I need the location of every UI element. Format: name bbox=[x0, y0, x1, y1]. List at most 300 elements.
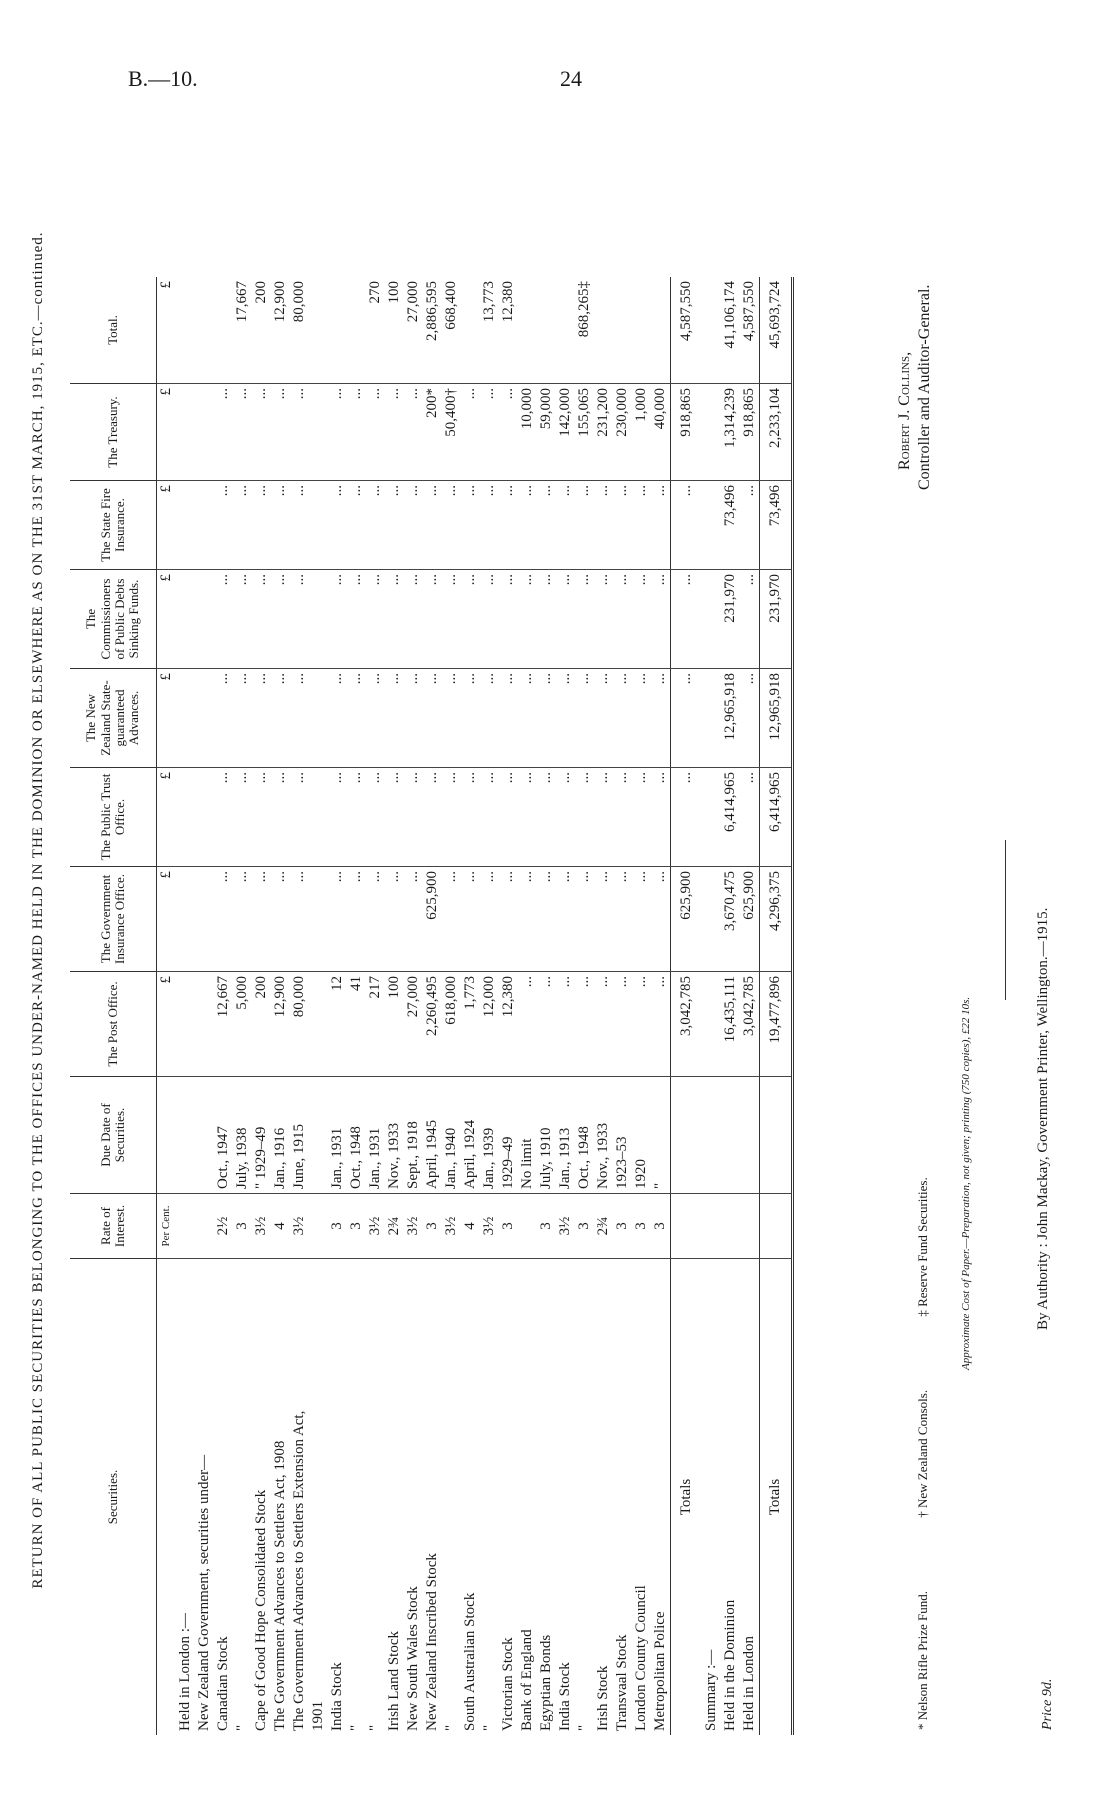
cell-post: 2,260,495 bbox=[423, 972, 442, 1077]
cell-total: 4,587,550 bbox=[741, 281, 757, 341]
table-row bbox=[347, 277, 366, 1735]
cell-post: 12 bbox=[328, 972, 347, 1077]
table-row bbox=[404, 277, 423, 1735]
cell-fire: ... bbox=[366, 481, 385, 570]
cell-treasury bbox=[309, 384, 328, 481]
cell-rate bbox=[702, 1194, 721, 1259]
cell-treasury: ... bbox=[290, 384, 309, 481]
cell-gio bbox=[309, 867, 328, 972]
cell-nz: ... bbox=[499, 669, 518, 768]
cell-post: ... bbox=[651, 972, 671, 1077]
summary-row bbox=[740, 277, 760, 1735]
cell-gio: ... bbox=[461, 867, 480, 972]
cell-due: Jan., 1931 bbox=[328, 1077, 347, 1194]
cell-fire: ... bbox=[480, 481, 499, 570]
col-securities: Securities. bbox=[70, 1259, 157, 1736]
cell-trust: ... bbox=[499, 768, 518, 867]
cell-post: ... bbox=[613, 972, 632, 1077]
cell-trust bbox=[702, 768, 721, 867]
cell-total: 80,000 bbox=[291, 281, 307, 323]
cell-total bbox=[556, 277, 575, 384]
table-row bbox=[575, 277, 594, 1735]
cell-gio: 4,296,375 bbox=[760, 867, 793, 972]
cell-sec: South Australian Stock bbox=[461, 1259, 480, 1736]
cell-fire: ... bbox=[556, 481, 575, 570]
cell-fire bbox=[176, 481, 195, 570]
cell-trust: ... bbox=[214, 768, 233, 867]
cell-nz bbox=[309, 669, 328, 768]
cell-post: ... bbox=[518, 972, 537, 1077]
cell-nz: ... bbox=[594, 669, 613, 768]
table-row bbox=[594, 277, 613, 1735]
cell-total bbox=[651, 277, 671, 384]
cell-nz: ... bbox=[214, 669, 233, 768]
cell-treasury: 1,000 bbox=[632, 384, 651, 481]
cell-treasury bbox=[176, 384, 195, 481]
cell-nz bbox=[176, 669, 195, 768]
cell-gio: 3,670,475 bbox=[721, 867, 740, 972]
cell-nz: ... bbox=[575, 669, 594, 768]
cell-comm bbox=[176, 570, 195, 669]
cell-sec: Bank of England bbox=[518, 1259, 537, 1736]
cell-fire: ... bbox=[499, 481, 518, 570]
cell-fire: ... bbox=[328, 481, 347, 570]
cell-sec: Cape of Good Hope Consolidated Stock bbox=[252, 1259, 271, 1736]
cell-total bbox=[702, 277, 721, 384]
cell-comm: ... bbox=[594, 570, 613, 669]
cell-gio: ... bbox=[594, 867, 613, 972]
cell-rate bbox=[518, 1194, 537, 1259]
cell-post: ... bbox=[537, 972, 556, 1077]
cell-nz: ... bbox=[233, 669, 252, 768]
cell-post: 100 bbox=[385, 972, 404, 1077]
cell-sec: Transvaal Stock bbox=[613, 1259, 632, 1736]
cell-trust bbox=[309, 768, 328, 867]
cell-trust: ... bbox=[740, 768, 760, 867]
cell-treasury: ... bbox=[328, 384, 347, 481]
cell-sec: Totals bbox=[760, 1259, 793, 1736]
table-row bbox=[556, 277, 575, 1735]
cell-due bbox=[760, 1077, 793, 1194]
authority-line: By Authority : John Mackay, Government Printer, Wellington.—1915. bbox=[1035, 907, 1051, 1330]
summary-row bbox=[721, 277, 740, 1735]
cell-comm: ... bbox=[271, 570, 290, 669]
cell-comm: ... bbox=[632, 570, 651, 669]
cell-post bbox=[195, 972, 214, 1077]
cell-post bbox=[702, 972, 721, 1077]
cell-fire: ... bbox=[233, 481, 252, 570]
cell-sec: " bbox=[480, 1259, 499, 1736]
cell-post: 27,000 bbox=[404, 972, 423, 1077]
cell-rate: 2½ bbox=[214, 1194, 233, 1259]
cell-fire: ... bbox=[252, 481, 271, 570]
cell-post: ... bbox=[575, 972, 594, 1077]
cell-treasury: 59,000 bbox=[537, 384, 556, 481]
cell-nz: ... bbox=[423, 669, 442, 768]
price: Price 9d. bbox=[1040, 1678, 1055, 1730]
cell-nz: ... bbox=[537, 669, 556, 768]
cell-sec: Totals bbox=[671, 1259, 703, 1736]
cell-trust: ... bbox=[290, 768, 309, 867]
cell-due bbox=[176, 1077, 195, 1194]
cell-rate: 3½ bbox=[290, 1194, 309, 1259]
cell-trust: ... bbox=[594, 768, 613, 867]
cell-treasury: ... bbox=[366, 384, 385, 481]
signature-title: Controller and Auditor-General. bbox=[916, 284, 933, 490]
page-title: RETURN OF ALL PUBLIC SECURITIES BELONGING TO THE OFFICES UNDER-NAMED HELD IN THE DOMINION OR ELSEWHERE AS ON THE 31ST MARCH, 1915, ETC.—continued. bbox=[30, 231, 46, 1589]
table-row bbox=[632, 277, 651, 1735]
cell-rate: 2¾ bbox=[594, 1194, 613, 1259]
cell-due bbox=[309, 1077, 328, 1194]
cell-rate: 3 bbox=[328, 1194, 347, 1259]
cell-total bbox=[176, 277, 195, 384]
cell-trust: 6,414,965 bbox=[760, 768, 793, 867]
table-row bbox=[271, 277, 290, 1735]
cell-sec: The Government Advances to Settlers Extension Act, bbox=[290, 1259, 309, 1736]
table-row bbox=[195, 277, 214, 1735]
table-header-row bbox=[70, 277, 157, 1735]
cell-due: Nov., 1933 bbox=[594, 1077, 613, 1194]
cell-total bbox=[537, 277, 556, 384]
cell-rate: 4 bbox=[461, 1194, 480, 1259]
cell-trust: ... bbox=[575, 768, 594, 867]
cell-total bbox=[594, 277, 613, 384]
cell-total bbox=[632, 277, 651, 384]
cell-due: " bbox=[651, 1077, 671, 1194]
cell-sec: " bbox=[233, 1259, 252, 1736]
cell-comm: ... bbox=[328, 570, 347, 669]
cell-total: 17,667 bbox=[234, 281, 250, 323]
cell-due: No limit bbox=[518, 1077, 537, 1194]
cell-rate bbox=[721, 1194, 740, 1259]
cell-comm: ... bbox=[442, 570, 461, 669]
cell-treasury: ... bbox=[404, 384, 423, 481]
cell-total: 2,886,595 bbox=[424, 281, 440, 341]
cell-comm: ... bbox=[499, 570, 518, 669]
cell-due: Jan., 1940 bbox=[442, 1077, 461, 1194]
cell-treasury: 231,200 bbox=[594, 384, 613, 481]
cell-due: Jan., 1916 bbox=[271, 1077, 290, 1194]
cell-total: 27,000 bbox=[405, 281, 421, 323]
cell-fire bbox=[702, 481, 721, 570]
cell-trust bbox=[176, 768, 195, 867]
cell-treasury bbox=[195, 384, 214, 481]
cell-comm: ... bbox=[290, 570, 309, 669]
cell-nz: ... bbox=[347, 669, 366, 768]
cell-sec: " bbox=[442, 1259, 461, 1736]
cell-treasury: 230,000 bbox=[613, 384, 632, 481]
cell-total: 45,693,724 bbox=[760, 277, 793, 384]
cell-sec: India Stock bbox=[328, 1259, 347, 1736]
currency-row: Per Cent. £ £ £ £ £ £ £ £ bbox=[157, 277, 177, 1735]
cell-comm: ... bbox=[613, 570, 632, 669]
cell-post: 5,000 bbox=[233, 972, 252, 1077]
cell-nz: ... bbox=[480, 669, 499, 768]
cell-total bbox=[328, 277, 347, 384]
table-row bbox=[442, 277, 461, 1735]
cell-comm: 231,970 bbox=[721, 570, 740, 669]
cell-nz: ... bbox=[385, 669, 404, 768]
cell-nz: 12,965,918 bbox=[721, 669, 740, 768]
cell-rate: 3 bbox=[423, 1194, 442, 1259]
cell-sec: Victorian Stock bbox=[499, 1259, 518, 1736]
table-row bbox=[233, 277, 252, 1735]
cell-total: 200 bbox=[253, 281, 269, 304]
cell-due: 1923–53 bbox=[613, 1077, 632, 1194]
cell-gio: 625,900 bbox=[671, 867, 703, 972]
cell-treasury: 918,865 bbox=[671, 384, 703, 481]
col-total: Total. bbox=[70, 277, 157, 384]
cell-total bbox=[347, 277, 366, 384]
cell-fire: ... bbox=[518, 481, 537, 570]
summary-row bbox=[702, 277, 721, 1735]
cell-treasury: 142,000 bbox=[556, 384, 575, 481]
cell-gio: ... bbox=[290, 867, 309, 972]
cell-fire: 73,496 bbox=[760, 481, 793, 570]
cell-treasury: 40,000 bbox=[651, 384, 671, 481]
cell-gio bbox=[176, 867, 195, 972]
cell-gio bbox=[195, 867, 214, 972]
cell-treasury: 918,865 bbox=[740, 384, 760, 481]
cell-comm: ... bbox=[366, 570, 385, 669]
cell-nz: ... bbox=[518, 669, 537, 768]
cell-gio: ... bbox=[366, 867, 385, 972]
cell-gio: ... bbox=[385, 867, 404, 972]
cell-nz: ... bbox=[740, 669, 760, 768]
cell-treasury: 10,000 bbox=[518, 384, 537, 481]
cell-total bbox=[518, 277, 537, 384]
cell-post bbox=[309, 972, 328, 1077]
cell-sec: 1901 bbox=[309, 1259, 328, 1736]
cell-due bbox=[195, 1077, 214, 1194]
cell-gio: ... bbox=[404, 867, 423, 972]
cell-nz: ... bbox=[651, 669, 671, 768]
cell-sec: The Government Advances to Settlers Act, 1908 bbox=[271, 1259, 290, 1736]
cell-post: 12,900 bbox=[271, 972, 290, 1077]
cell-trust: ... bbox=[347, 768, 366, 867]
cell-treasury: 2,233,104 bbox=[760, 384, 793, 481]
cell-sec: " bbox=[575, 1259, 594, 1736]
cell-nz: ... bbox=[613, 669, 632, 768]
cell-total bbox=[613, 277, 632, 384]
cell-fire: ... bbox=[594, 481, 613, 570]
cell-fire: ... bbox=[271, 481, 290, 570]
cell-nz: ... bbox=[290, 669, 309, 768]
footnote-nelson: * Nelson Rifle Prize Fund. bbox=[915, 1590, 930, 1730]
cell-rate: 3 bbox=[613, 1194, 632, 1259]
cell-rate: 3 bbox=[347, 1194, 366, 1259]
cell-nz: ... bbox=[442, 669, 461, 768]
cell-comm: ... bbox=[518, 570, 537, 669]
cell-rate bbox=[309, 1194, 328, 1259]
cell-due: Jan., 1913 bbox=[556, 1077, 575, 1194]
footnotes bbox=[915, 1107, 931, 1730]
cell-comm: ... bbox=[214, 570, 233, 669]
cell-comm: 231,970 bbox=[760, 570, 793, 669]
cell-trust: ... bbox=[423, 768, 442, 867]
totals-row bbox=[671, 277, 703, 1735]
cell-comm bbox=[195, 570, 214, 669]
cell-nz: ... bbox=[252, 669, 271, 768]
cell-nz: ... bbox=[404, 669, 423, 768]
table-row bbox=[214, 277, 233, 1735]
cell-due: 1920 bbox=[632, 1077, 651, 1194]
cell-post: 12,000 bbox=[480, 972, 499, 1077]
table-row bbox=[518, 277, 537, 1735]
cell-post: 200 bbox=[252, 972, 271, 1077]
cell-due bbox=[740, 1077, 760, 1194]
cell-treasury: ... bbox=[499, 384, 518, 481]
table-row bbox=[328, 277, 347, 1735]
cell-fire: ... bbox=[651, 481, 671, 570]
cell-fire: ... bbox=[671, 481, 703, 570]
cell-post: 41 bbox=[347, 972, 366, 1077]
cell-total: 12,380 bbox=[500, 281, 516, 323]
cell-sec: Irish Stock bbox=[594, 1259, 613, 1736]
cell-trust: ... bbox=[404, 768, 423, 867]
cell-rate bbox=[740, 1194, 760, 1259]
cell-fire: ... bbox=[461, 481, 480, 570]
table-row bbox=[176, 277, 195, 1735]
cell-comm: ... bbox=[575, 570, 594, 669]
cell-rate: 2¾ bbox=[385, 1194, 404, 1259]
cell-fire: 73,496 bbox=[721, 481, 740, 570]
cell-comm: ... bbox=[347, 570, 366, 669]
footnote-reserve: ‡ Reserve Fund Securities. bbox=[915, 1177, 930, 1317]
cell-rate: 3 bbox=[575, 1194, 594, 1259]
cell-treasury: ... bbox=[347, 384, 366, 481]
cell-post: 12,380 bbox=[499, 972, 518, 1077]
cell-due: Nov., 1933 bbox=[385, 1077, 404, 1194]
cell-sec: Held in London :— bbox=[176, 1259, 195, 1736]
cell-trust: ... bbox=[461, 768, 480, 867]
cell-fire bbox=[309, 481, 328, 570]
col-comm: The Commissioners of Public Debts Sinking Funds. bbox=[70, 570, 157, 669]
cell-gio: ... bbox=[651, 867, 671, 972]
cell-due: July, 1910 bbox=[537, 1077, 556, 1194]
cell-post bbox=[176, 972, 195, 1077]
cell-rate bbox=[195, 1194, 214, 1259]
cell-rate: 3 bbox=[632, 1194, 651, 1259]
cell-fire: ... bbox=[347, 481, 366, 570]
cell-nz: ... bbox=[328, 669, 347, 768]
cell-nz: ... bbox=[366, 669, 385, 768]
cell-rate bbox=[760, 1194, 793, 1259]
cell-gio: ... bbox=[271, 867, 290, 972]
cell-due: 1929–49 bbox=[499, 1077, 518, 1194]
cell-sec: Held in the Dominion bbox=[721, 1259, 740, 1736]
cell-comm: ... bbox=[480, 570, 499, 669]
cell-gio: ... bbox=[214, 867, 233, 972]
cell-gio bbox=[702, 867, 721, 972]
cell-gio: ... bbox=[442, 867, 461, 972]
cell-fire: ... bbox=[404, 481, 423, 570]
cell-due: June, 1915 bbox=[290, 1077, 309, 1194]
cell-total bbox=[214, 277, 233, 384]
cell-trust: ... bbox=[385, 768, 404, 867]
cell-comm: ... bbox=[423, 570, 442, 669]
cell-sec: New Zealand Inscribed Stock bbox=[423, 1259, 442, 1736]
cell-sec: London County Council bbox=[632, 1259, 651, 1736]
cell-sec: Canadian Stock bbox=[214, 1259, 233, 1736]
cell-gio: ... bbox=[252, 867, 271, 972]
table-row bbox=[290, 277, 309, 1735]
cell-nz: ... bbox=[632, 669, 651, 768]
cell-due: Jan., 1939 bbox=[480, 1077, 499, 1194]
cell-rate bbox=[671, 1194, 703, 1259]
signature-name: Robert J. Collins, bbox=[896, 351, 913, 470]
cell-post: 618,000 bbox=[442, 972, 461, 1077]
col-gio: The Government Insurance Office. bbox=[70, 867, 157, 972]
cell-comm: ... bbox=[537, 570, 556, 669]
cell-rate: 4 bbox=[271, 1194, 290, 1259]
divider bbox=[1005, 840, 1006, 1000]
cell-trust bbox=[195, 768, 214, 867]
cell-post: ... bbox=[556, 972, 575, 1077]
rotated-page bbox=[20, 90, 1055, 1770]
cell-fire bbox=[195, 481, 214, 570]
cell-sec: Metropolitan Police bbox=[651, 1259, 671, 1736]
cell-gio: ... bbox=[233, 867, 252, 972]
cell-trust: ... bbox=[537, 768, 556, 867]
cell-due: Oct., 1948 bbox=[575, 1077, 594, 1194]
cell-due: Oct., 1948 bbox=[347, 1077, 366, 1194]
table-row bbox=[537, 277, 556, 1735]
cell-trust: ... bbox=[556, 768, 575, 867]
cell-due bbox=[721, 1077, 740, 1194]
table-row bbox=[480, 277, 499, 1735]
cell-post: 19,477,896 bbox=[760, 972, 793, 1077]
cell-trust: ... bbox=[366, 768, 385, 867]
cell-total: 4,587,550 bbox=[671, 277, 703, 384]
header-ref: B.—10. bbox=[128, 66, 198, 91]
table-row bbox=[423, 277, 442, 1735]
cell-gio: ... bbox=[556, 867, 575, 972]
cell-total: 100 bbox=[386, 281, 402, 304]
table-row bbox=[252, 277, 271, 1735]
cell-nz: ... bbox=[671, 669, 703, 768]
cell-treasury: 155,065 bbox=[575, 384, 594, 481]
cell-rate: 3 bbox=[499, 1194, 518, 1259]
cell-fire: ... bbox=[575, 481, 594, 570]
cell-gio: 625,900 bbox=[423, 867, 442, 972]
cell-fire: ... bbox=[632, 481, 651, 570]
cell-treasury: ... bbox=[461, 384, 480, 481]
footnote-consols: † New Zealand Consols. bbox=[915, 1389, 930, 1518]
cell-nz bbox=[702, 669, 721, 768]
cell-comm bbox=[309, 570, 328, 669]
cell-nz bbox=[195, 669, 214, 768]
cell-fire: ... bbox=[214, 481, 233, 570]
cell-rate: 3½ bbox=[252, 1194, 271, 1259]
col-rate: Rate of Interest. bbox=[70, 1194, 157, 1259]
cell-gio: ... bbox=[347, 867, 366, 972]
cell-gio: ... bbox=[537, 867, 556, 972]
cell-gio: ... bbox=[518, 867, 537, 972]
cell-gio: ... bbox=[632, 867, 651, 972]
cell-post: 217 bbox=[366, 972, 385, 1077]
cell-due bbox=[671, 1077, 703, 1194]
cell-nz: ... bbox=[461, 669, 480, 768]
cell-post: 3,042,785 bbox=[671, 972, 703, 1077]
cell-rate: 3½ bbox=[442, 1194, 461, 1259]
cell-total: 12,900 bbox=[272, 281, 288, 323]
cell-comm: ... bbox=[252, 570, 271, 669]
cell-due: Oct., 1947 bbox=[214, 1077, 233, 1194]
col-trust: The Public Trust Office. bbox=[70, 768, 157, 867]
cell-due: Jan., 1931 bbox=[366, 1077, 385, 1194]
table-row bbox=[613, 277, 632, 1735]
